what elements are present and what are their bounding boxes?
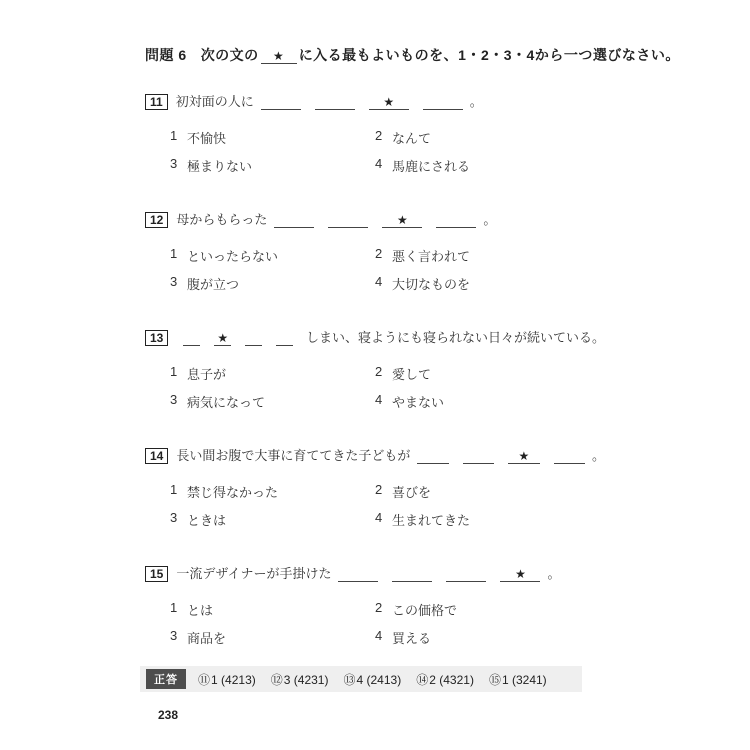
question-stem xyxy=(145,565,605,582)
answer-value: 4 xyxy=(356,672,364,687)
answer-key-label: 正答 xyxy=(146,669,186,689)
question-number-box: 12 xyxy=(145,212,168,228)
option-number: 4 xyxy=(375,274,383,289)
star-blank: ★ xyxy=(508,449,539,464)
blank-line xyxy=(274,213,314,228)
answer-key-bar xyxy=(140,666,582,692)
question-stem xyxy=(145,211,605,228)
instruction-post: に入る最もよいものを、1・2・3・4から一つ選びなさい。 xyxy=(298,47,680,63)
answer-item-11 xyxy=(198,671,256,688)
circled-number: ⑪ xyxy=(198,672,211,687)
options-grid xyxy=(145,128,605,175)
blank-line xyxy=(328,213,368,228)
option-number: 2 xyxy=(375,364,383,379)
stem-text-post: しまい、寝ようにも寝られない日々が続いている。 xyxy=(305,330,605,345)
options-grid xyxy=(145,482,605,529)
option-1[interactable] xyxy=(170,246,375,265)
option-3[interactable] xyxy=(170,510,375,529)
option-number: 3 xyxy=(170,392,178,407)
option-number: 4 xyxy=(375,156,383,171)
option-4[interactable] xyxy=(375,156,580,175)
option-number: 2 xyxy=(375,482,383,497)
option-text: 悪く言われて xyxy=(392,249,471,264)
option-number: 3 xyxy=(170,510,178,525)
option-4[interactable] xyxy=(375,274,580,293)
instruction-pre: 次の文の xyxy=(200,47,259,63)
option-text: 生まれてきた xyxy=(392,513,471,528)
blank-line xyxy=(245,331,262,346)
option-number: 3 xyxy=(170,628,178,643)
problem-label: 問題 6 xyxy=(145,47,187,63)
option-number: 2 xyxy=(375,128,383,143)
option-3[interactable] xyxy=(170,156,375,175)
option-text: 病気になって xyxy=(187,395,266,410)
question-stem xyxy=(145,93,605,110)
question-14 xyxy=(145,447,605,529)
question-number-box: 13 xyxy=(145,330,168,346)
option-text: 大切なものを xyxy=(392,277,471,292)
stem-text-pre: 長い間お腹で大事に育ててきた子どもが xyxy=(176,448,411,463)
option-2[interactable] xyxy=(375,128,580,147)
star-blank: ★ xyxy=(214,331,231,346)
question-11 xyxy=(145,93,605,175)
option-text: 喜びを xyxy=(392,485,432,500)
blank-line xyxy=(183,331,200,346)
option-1[interactable] xyxy=(170,128,375,147)
star-blank: ★ xyxy=(382,213,422,228)
option-text: 禁じ得なかった xyxy=(187,485,279,500)
question-number-box: 14 xyxy=(145,448,168,464)
option-number: 3 xyxy=(170,156,178,171)
option-number: 3 xyxy=(170,274,178,289)
answer-value: 1 xyxy=(211,672,218,687)
option-text: といったらない xyxy=(187,249,279,264)
option-number: 1 xyxy=(170,482,178,497)
option-text: 商品を xyxy=(187,631,227,646)
answer-order: (2413) xyxy=(366,672,402,687)
option-2[interactable] xyxy=(375,364,580,383)
question-number-box: 15 xyxy=(145,566,168,582)
blank-line xyxy=(392,567,432,582)
option-number: 1 xyxy=(170,364,178,379)
answer-item-13 xyxy=(343,671,401,688)
option-text: やまない xyxy=(392,395,445,410)
answer-order: (4213) xyxy=(221,672,256,687)
option-2[interactable] xyxy=(375,600,580,619)
answer-order: (3241) xyxy=(511,672,547,687)
option-number: 2 xyxy=(375,246,383,261)
stem-text-pre: 初対面の人に xyxy=(175,94,254,109)
blank-line xyxy=(417,449,448,464)
stem-text-post: 。 xyxy=(547,566,561,581)
answer-value: 2 xyxy=(429,672,436,687)
option-text: 買える xyxy=(392,631,432,646)
option-text: この価格で xyxy=(392,603,458,618)
option-4[interactable] xyxy=(375,628,580,647)
option-text: 馬鹿にされる xyxy=(392,159,471,174)
blank-line xyxy=(423,95,463,110)
option-number: 4 xyxy=(375,628,383,643)
exercise-content xyxy=(145,45,680,683)
answer-value: 3 xyxy=(283,672,291,687)
problem-title xyxy=(145,45,680,65)
option-text: 腹が立つ xyxy=(187,277,240,292)
answer-order: (4231) xyxy=(293,672,329,687)
question-stem xyxy=(145,329,605,346)
option-3[interactable] xyxy=(170,628,375,647)
blank-line xyxy=(436,213,476,228)
question-15 xyxy=(145,565,605,647)
circled-number: ⑫ xyxy=(270,672,283,687)
options-grid xyxy=(145,364,605,411)
option-number: 2 xyxy=(375,600,383,615)
stem-text-post: 。 xyxy=(469,94,483,109)
option-number: 1 xyxy=(170,128,178,143)
option-number: 1 xyxy=(170,246,178,261)
answer-value: 1 xyxy=(501,672,509,687)
option-text: ときは xyxy=(187,513,227,528)
option-2[interactable] xyxy=(375,246,580,265)
blank-line xyxy=(315,95,355,110)
option-text: なんて xyxy=(392,131,432,146)
question-12 xyxy=(145,211,605,293)
option-number: 1 xyxy=(170,600,178,615)
stem-text-pre: 一流デザイナーが手掛けた xyxy=(176,566,332,581)
options-grid xyxy=(145,246,605,293)
option-3[interactable] xyxy=(170,274,375,293)
option-4[interactable] xyxy=(375,510,580,529)
answer-item-15 xyxy=(489,671,547,688)
option-text: 息子が xyxy=(187,367,227,382)
circled-number: ⑬ xyxy=(343,672,356,687)
option-1[interactable] xyxy=(170,482,375,501)
option-1[interactable] xyxy=(170,364,375,383)
stem-text-pre: 母からもらった xyxy=(176,212,268,227)
question-number-box: 11 xyxy=(145,94,168,110)
option-2[interactable] xyxy=(375,482,580,501)
star-blank: ★ xyxy=(261,49,297,64)
option-text: 不愉快 xyxy=(187,131,227,146)
page-number: 238 xyxy=(158,708,179,722)
option-text: 極まりない xyxy=(187,159,253,174)
star-blank: ★ xyxy=(369,95,409,110)
option-text: 愛して xyxy=(392,367,432,382)
option-3[interactable] xyxy=(170,392,375,411)
stem-text-post: 。 xyxy=(592,448,606,463)
option-4[interactable] xyxy=(375,392,580,411)
circled-number: ⑭ xyxy=(416,672,429,687)
blank-line xyxy=(261,95,301,110)
question-stem xyxy=(145,447,605,464)
blank-line xyxy=(554,449,585,464)
answer-item-14 xyxy=(416,671,474,688)
answer-order: (4321) xyxy=(439,672,474,687)
options-grid xyxy=(145,600,605,647)
blank-line xyxy=(463,449,494,464)
question-13 xyxy=(145,329,605,411)
blank-line xyxy=(276,331,293,346)
option-number: 4 xyxy=(375,510,383,525)
star-blank: ★ xyxy=(500,567,540,582)
option-1[interactable] xyxy=(170,600,375,619)
blank-line xyxy=(338,567,378,582)
answer-item-12 xyxy=(271,671,329,688)
option-number: 4 xyxy=(375,392,383,407)
circled-number: ⑮ xyxy=(488,672,501,687)
option-text: とは xyxy=(187,603,214,618)
stem-text-post: 。 xyxy=(483,212,497,227)
blank-line xyxy=(446,567,486,582)
